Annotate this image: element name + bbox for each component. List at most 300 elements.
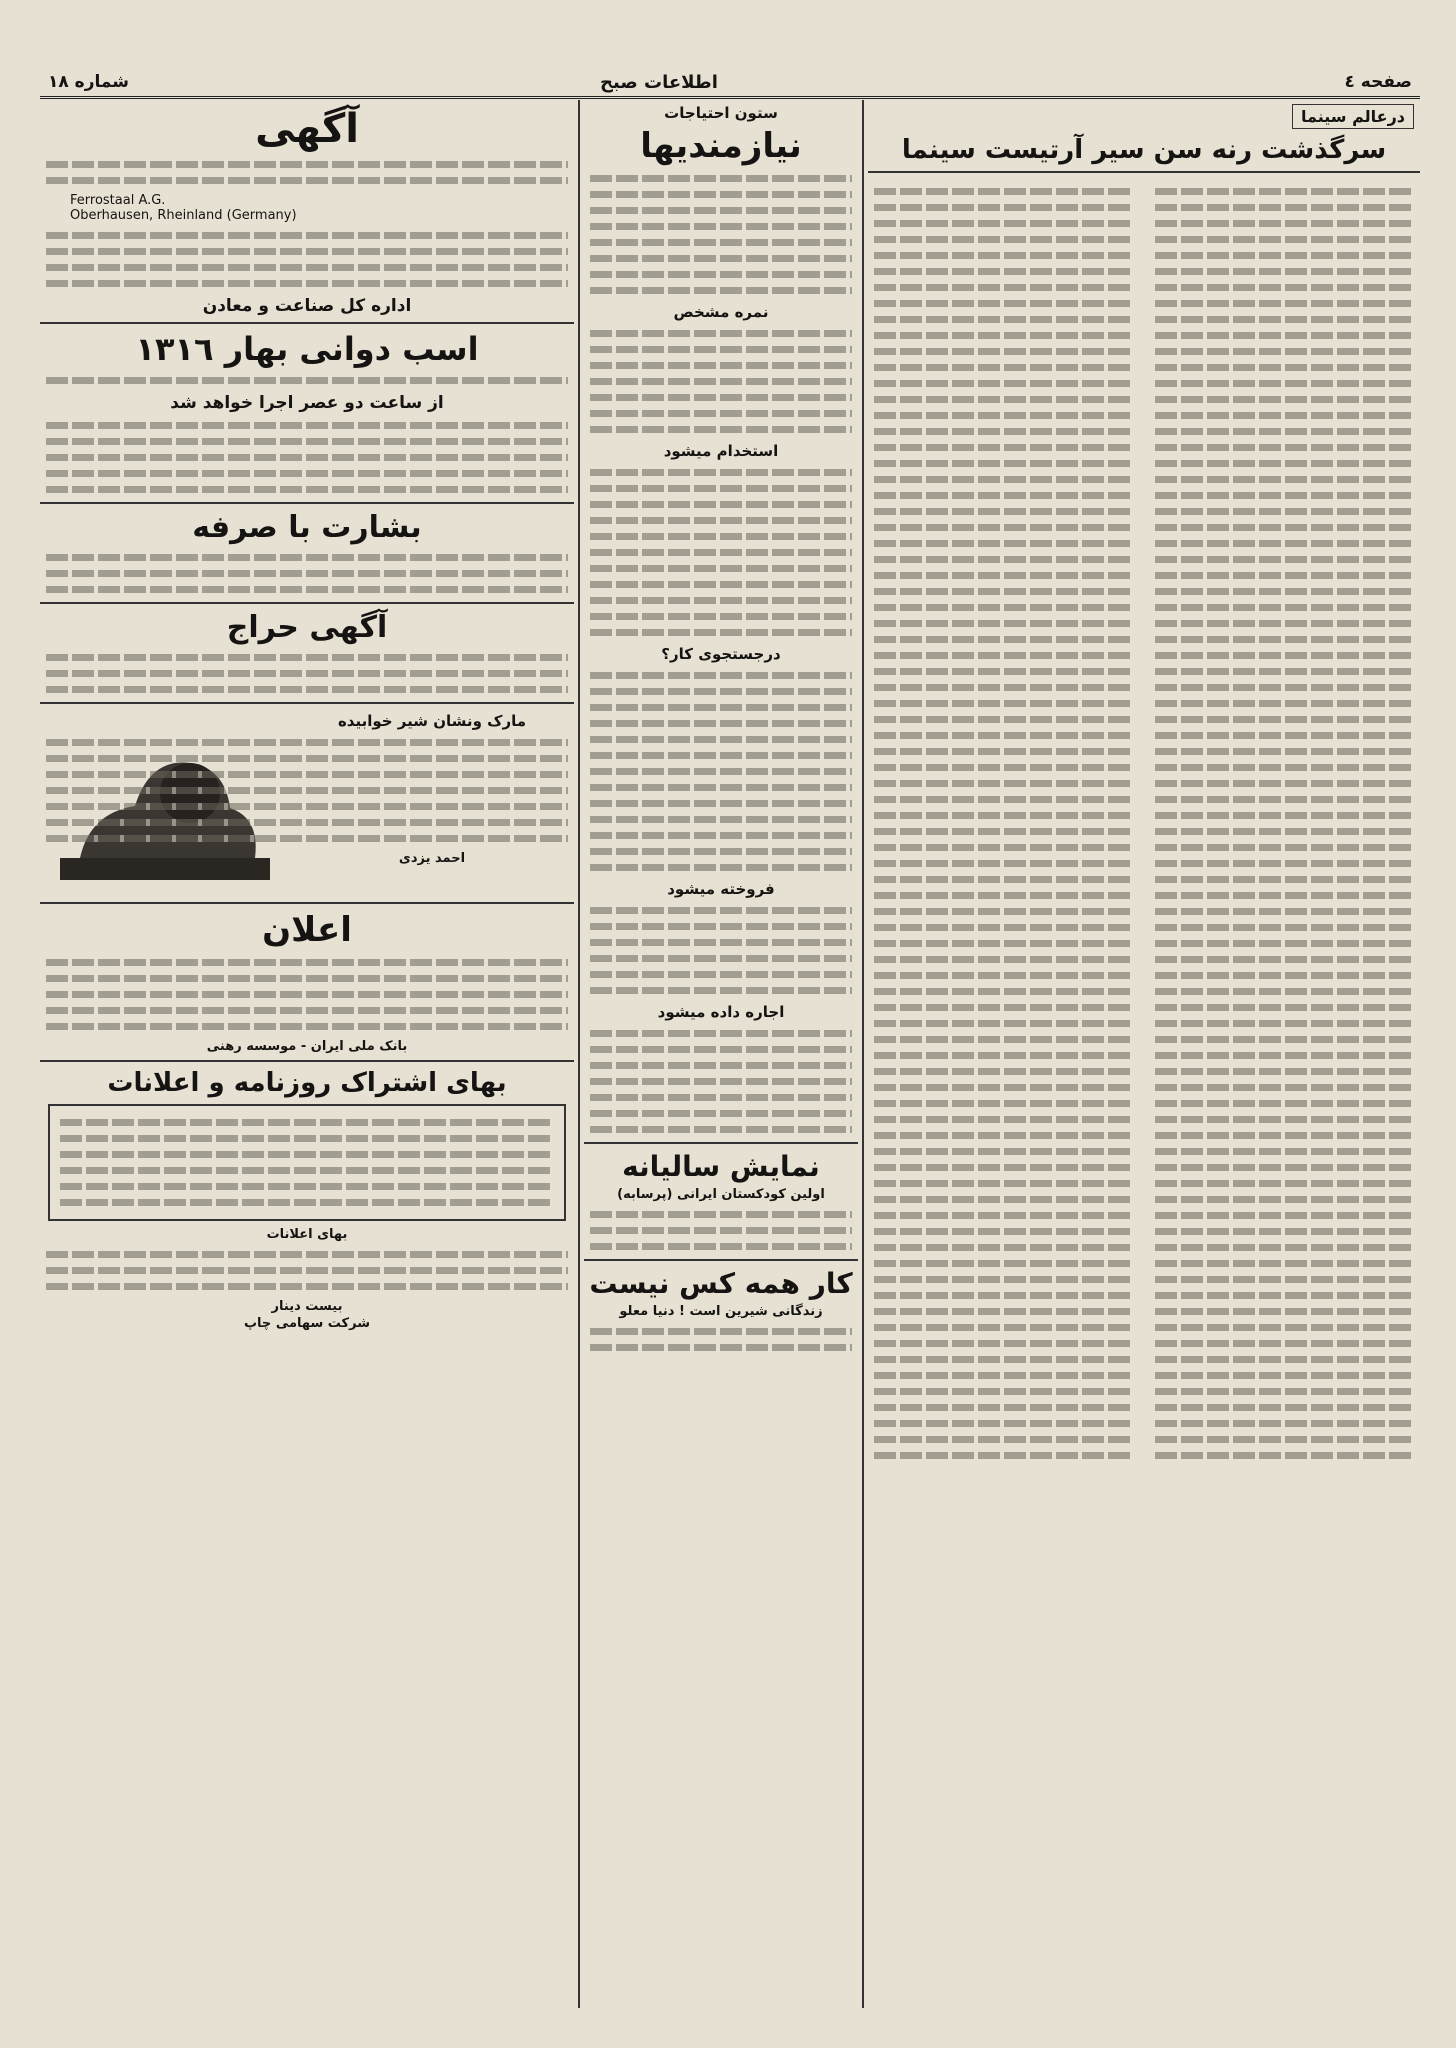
text-line: [46, 264, 568, 271]
text-line: [46, 1251, 568, 1258]
text-line: [1155, 1228, 1414, 1235]
text-line: [60, 1151, 554, 1158]
text-line: [590, 971, 852, 978]
text-line: [590, 271, 852, 278]
text-line: [590, 255, 852, 262]
text-line: [874, 204, 1133, 211]
printer-name: شرکت سهامی چاپ: [243, 1316, 370, 1331]
cinema-section: درعالم سینما: [1292, 104, 1414, 129]
text-line: [590, 175, 852, 182]
text-line: [874, 316, 1133, 323]
text-line: [1155, 1244, 1414, 1251]
text-line: [590, 362, 852, 369]
text-line: [874, 1404, 1133, 1411]
text-line: [46, 454, 568, 461]
text-line: [874, 572, 1133, 579]
divider: [40, 1060, 574, 1062]
text-line: [1155, 604, 1414, 611]
text-line: [46, 438, 568, 445]
text-line: [874, 540, 1133, 547]
text-line: [874, 396, 1133, 403]
text-line: [46, 280, 568, 287]
text-line: [46, 1023, 568, 1030]
text-line: [874, 684, 1133, 691]
text-line: [590, 987, 852, 994]
text-line: [1155, 188, 1414, 195]
text-line: [874, 428, 1133, 435]
text-line: [46, 670, 568, 677]
text-line: [874, 1372, 1133, 1379]
text-line: [590, 533, 852, 540]
text-line: [60, 1135, 554, 1142]
text-line: [1155, 1164, 1414, 1171]
text-line: [874, 524, 1133, 531]
text-line: [1155, 1436, 1414, 1443]
text-line: [1155, 332, 1414, 339]
text-line: [1155, 364, 1414, 371]
text-line: [874, 588, 1133, 595]
text-line: [874, 444, 1133, 451]
text-line: [1155, 1372, 1414, 1379]
text-line: [874, 716, 1133, 723]
text-line: [590, 346, 852, 353]
text-line: [874, 1196, 1133, 1203]
text-line: [874, 1260, 1133, 1267]
cinema-body: [868, 179, 1420, 1468]
text-line: [874, 620, 1133, 627]
text-line: [874, 380, 1133, 387]
text-line: [874, 1116, 1133, 1123]
text-line: [590, 378, 852, 385]
exhibit-subtitle: اولین کودکستان ایرانی (پرسابه): [617, 1187, 825, 1202]
text-line: [590, 581, 852, 588]
text-line: [590, 287, 852, 294]
agahi-title: آگهی: [255, 106, 359, 152]
text-line: [590, 410, 852, 417]
text-line: [1155, 1340, 1414, 1347]
needs-jobseek-heading: درجستجوی کار؟: [661, 645, 781, 663]
text-line: [590, 239, 852, 246]
text-line: [46, 248, 568, 255]
footer-price: بیست دینار: [271, 1299, 343, 1314]
text-line: [874, 300, 1133, 307]
text-line: [1155, 1196, 1414, 1203]
bank-signature: بانک ملی ایران - موسسه رهنی: [206, 1039, 408, 1054]
text-line: [46, 1007, 568, 1014]
text-line: [874, 1388, 1133, 1395]
text-line: [590, 688, 852, 695]
text-line: [874, 220, 1133, 227]
text-line: [590, 517, 852, 524]
text-line: [590, 597, 852, 604]
text-line: [1155, 396, 1414, 403]
text-line: [590, 939, 852, 946]
text-line: [874, 1132, 1133, 1139]
text-line: [590, 501, 852, 508]
text-line: [1155, 812, 1414, 819]
text-line: [590, 864, 852, 871]
text-line: [1155, 1420, 1414, 1427]
text-line: [1155, 924, 1414, 931]
text-line: [46, 486, 568, 493]
text-line: [590, 1211, 852, 1218]
text-line: [590, 1030, 852, 1037]
mines-signature: اداره کل صناعت و معادن: [202, 296, 412, 316]
text-line: [1155, 956, 1414, 963]
text-line: [874, 1228, 1133, 1235]
text-line: [590, 907, 852, 914]
text-line: [46, 161, 568, 168]
text-line: [590, 784, 852, 791]
text-line: [590, 848, 852, 855]
text-line: [1155, 860, 1414, 867]
text-line: [874, 780, 1133, 787]
text-line: [874, 604, 1133, 611]
text-line: [1155, 700, 1414, 707]
text-line: [46, 586, 568, 593]
text-line: [46, 771, 568, 778]
text-line: [1155, 828, 1414, 835]
text-line: [874, 892, 1133, 899]
text-line: [590, 223, 852, 230]
text-line: [1155, 620, 1414, 627]
text-line: [1155, 1084, 1414, 1091]
text-line: [46, 819, 568, 826]
text-line: [46, 654, 568, 661]
text-line: [1155, 764, 1414, 771]
text-line: [874, 1276, 1133, 1283]
text-line: [590, 1227, 852, 1234]
bosharat-title: بشارت با صرفه: [192, 510, 422, 545]
text-line: [874, 764, 1133, 771]
elan-title: اعلان: [262, 910, 352, 950]
text-line: [874, 748, 1133, 755]
text-line: [1155, 732, 1414, 739]
text-line: [590, 736, 852, 743]
text-line: [590, 1110, 852, 1117]
divider: [40, 702, 574, 704]
subscription-table: [48, 1104, 566, 1221]
text-line: [874, 236, 1133, 243]
text-line: [1155, 1292, 1414, 1299]
text-line: [874, 476, 1133, 483]
horse-race-title: اسب دوانی بهار ١٣١٦: [135, 330, 479, 368]
text-line: [874, 812, 1133, 819]
text-line: [590, 923, 852, 930]
text-line: [874, 924, 1133, 931]
text-line: [60, 1183, 554, 1190]
text-line: [590, 704, 852, 711]
divider: [40, 502, 574, 504]
ferrostaal-name: Ferrostaal A.G.: [70, 193, 166, 208]
text-line: [590, 816, 852, 823]
text-line: [874, 1180, 1133, 1187]
column-rule: [578, 100, 580, 2008]
text-line: [590, 1344, 852, 1351]
text-line: [874, 860, 1133, 867]
text-line: [590, 394, 852, 401]
needs-number-heading: نمره مشخص: [673, 303, 769, 321]
horse-race-subtitle: از ساعت دو عصر اجرا خواهد شد: [170, 393, 444, 413]
text-line: [1155, 236, 1414, 243]
text-line: [1155, 380, 1414, 387]
text-line: [590, 1078, 852, 1085]
text-line: [874, 1340, 1133, 1347]
divider: [584, 1142, 858, 1144]
text-line: [1155, 1324, 1414, 1331]
needs-column: [584, 102, 858, 2008]
ferrostaal-city: Oberhausen, Rheinland (Germany): [70, 208, 297, 223]
text-line: [590, 1243, 852, 1250]
text-line: [874, 1036, 1133, 1043]
text-line: [1155, 1388, 1414, 1395]
text-line: [590, 191, 852, 198]
body-column: [1149, 179, 1420, 1468]
text-line: [874, 876, 1133, 883]
text-line: [1155, 204, 1414, 211]
text-line: [874, 460, 1133, 467]
text-line: [874, 188, 1133, 195]
text-line: [874, 1212, 1133, 1219]
text-line: [874, 652, 1133, 659]
text-line: [1155, 300, 1414, 307]
text-line: [1155, 268, 1414, 275]
issue-label: شماره ١٨: [48, 72, 130, 92]
text-line: [1155, 460, 1414, 467]
text-line: [874, 348, 1133, 355]
text-line: [874, 1420, 1133, 1427]
text-line: [1155, 844, 1414, 851]
haraj-title: آگهی حراج: [226, 610, 388, 645]
text-line: [874, 636, 1133, 643]
text-line: [874, 556, 1133, 563]
text-line: [46, 377, 568, 384]
page-label: صفحه ٤: [1344, 72, 1412, 92]
text-line: [46, 991, 568, 998]
lion-ad-title: مارک ونشان شیر خوابیده: [337, 712, 527, 730]
text-line: [1155, 556, 1414, 563]
text-line: [1155, 668, 1414, 675]
text-line: [590, 955, 852, 962]
text-line: [590, 1062, 852, 1069]
text-line: [46, 177, 568, 184]
text-line: [590, 629, 852, 636]
column-rule: [862, 100, 864, 2008]
divider: [40, 902, 574, 904]
text-line: [1155, 1100, 1414, 1107]
text-line: [874, 508, 1133, 515]
text-line: [1155, 540, 1414, 547]
text-line: [46, 470, 568, 477]
text-line: [46, 686, 568, 693]
text-line: [1155, 252, 1414, 259]
divider: [584, 1259, 858, 1261]
text-line: [874, 972, 1133, 979]
cinema-headline: سرگذشت رنه سن سیر آرتیست سینما: [901, 135, 1387, 165]
ads-column: [40, 102, 574, 2008]
text-line: [1155, 1212, 1414, 1219]
text-line: [590, 549, 852, 556]
text-line: [874, 1052, 1133, 1059]
text-line: [874, 988, 1133, 995]
text-line: [590, 485, 852, 492]
text-line: [1155, 572, 1414, 579]
text-line: [874, 1084, 1133, 1091]
needs-column-title: ستون احتیاجات: [664, 104, 778, 122]
text-line: [46, 570, 568, 577]
text-line: [1155, 876, 1414, 883]
text-line: [1155, 508, 1414, 515]
text-line: [1155, 892, 1414, 899]
text-line: [590, 768, 852, 775]
text-line: [1155, 492, 1414, 499]
text-line: [874, 1324, 1133, 1331]
text-line: [590, 426, 852, 433]
text-line: [874, 412, 1133, 419]
text-line: [46, 739, 568, 746]
text-line: [590, 1094, 852, 1101]
paper-name: اطلاعات صبح: [600, 72, 718, 93]
text-line: [874, 700, 1133, 707]
text-line: [1155, 1052, 1414, 1059]
text-line: [46, 1283, 568, 1290]
ad-prices-heading: بهای اعلانات: [266, 1227, 348, 1242]
text-line: [1155, 1004, 1414, 1011]
text-line: [874, 492, 1133, 499]
text-line: [874, 1164, 1133, 1171]
karhame-title: کار همه کس نیست: [589, 1267, 853, 1300]
text-line: [1155, 780, 1414, 787]
text-line: [590, 1126, 852, 1133]
text-line: [46, 835, 568, 842]
text-line: [1155, 636, 1414, 643]
text-line: [46, 755, 568, 762]
text-line: [1155, 316, 1414, 323]
text-line: [1155, 796, 1414, 803]
text-line: [46, 803, 568, 810]
text-line: [46, 554, 568, 561]
text-line: [1155, 940, 1414, 947]
text-line: [46, 232, 568, 239]
text-line: [874, 1068, 1133, 1075]
text-line: [1155, 284, 1414, 291]
text-line: [1155, 1132, 1414, 1139]
text-line: [590, 565, 852, 572]
text-line: [1155, 412, 1414, 419]
text-line: [874, 796, 1133, 803]
text-line: [46, 975, 568, 982]
text-line: [1155, 1276, 1414, 1283]
text-line: [874, 268, 1133, 275]
text-line: [1155, 1036, 1414, 1043]
subscription-title: بهای اشتراک روزنامه و اعلانات: [107, 1068, 507, 1098]
text-line: [1155, 444, 1414, 451]
text-line: [46, 959, 568, 966]
text-line: [590, 832, 852, 839]
text-line: [874, 1244, 1133, 1251]
text-line: [1155, 348, 1414, 355]
text-line: [1155, 476, 1414, 483]
text-line: [1155, 748, 1414, 755]
text-line: [1155, 220, 1414, 227]
text-line: [46, 422, 568, 429]
cinema-article: [868, 102, 1420, 2008]
exhibit-title: نمایش سالیانه: [622, 1150, 820, 1183]
text-line: [590, 1046, 852, 1053]
text-line: [874, 668, 1133, 675]
text-line: [46, 787, 568, 794]
text-line: [60, 1119, 554, 1126]
text-line: [590, 1328, 852, 1335]
text-line: [46, 1267, 568, 1274]
text-line: [874, 1020, 1133, 1027]
text-line: [1155, 972, 1414, 979]
text-line: [590, 720, 852, 727]
text-line: [874, 364, 1133, 371]
text-line: [874, 828, 1133, 835]
text-line: [1155, 684, 1414, 691]
text-line: [1155, 652, 1414, 659]
text-line: [590, 330, 852, 337]
divider: [868, 171, 1420, 173]
text-line: [590, 207, 852, 214]
text-line: [1155, 1116, 1414, 1123]
text-line: [874, 1004, 1133, 1011]
text-line: [1155, 1356, 1414, 1363]
needs-sale-heading: فروخته میشود: [667, 880, 775, 898]
text-line: [874, 1292, 1133, 1299]
needs-headline: نیازمندیها: [640, 126, 802, 166]
text-line: [1155, 1452, 1414, 1459]
text-line: [1155, 1148, 1414, 1155]
text-line: [1155, 1308, 1414, 1315]
text-line: [874, 732, 1133, 739]
text-line: [1155, 908, 1414, 915]
text-line: [1155, 1404, 1414, 1411]
text-line: [1155, 1260, 1414, 1267]
text-line: [874, 252, 1133, 259]
text-line: [874, 1100, 1133, 1107]
karhame-note: زندگانی شیرین است ! دنیا معلو: [619, 1304, 823, 1319]
needs-rent-heading: اجاره داده میشود: [657, 1003, 785, 1021]
text-line: [1155, 428, 1414, 435]
lion-ad: [40, 710, 574, 896]
text-line: [874, 1436, 1133, 1443]
text-line: [590, 800, 852, 807]
text-line: [590, 469, 852, 476]
text-line: [874, 1148, 1133, 1155]
text-line: [1155, 716, 1414, 723]
divider: [40, 322, 574, 324]
text-line: [874, 332, 1133, 339]
text-line: [874, 284, 1133, 291]
text-line: [60, 1167, 554, 1174]
text-line: [874, 1308, 1133, 1315]
lion-ad-signature: احمد یزدی: [398, 851, 466, 866]
text-line: [590, 752, 852, 759]
text-line: [1155, 588, 1414, 595]
text-line: [60, 1199, 554, 1206]
text-line: [590, 613, 852, 620]
needs-hiring-heading: استخدام میشود: [663, 442, 779, 460]
text-line: [1155, 1180, 1414, 1187]
text-line: [874, 1356, 1133, 1363]
body-column: [868, 179, 1139, 1468]
text-line: [874, 1452, 1133, 1459]
text-line: [1155, 524, 1414, 531]
text-line: [1155, 1020, 1414, 1027]
text-line: [1155, 988, 1414, 995]
